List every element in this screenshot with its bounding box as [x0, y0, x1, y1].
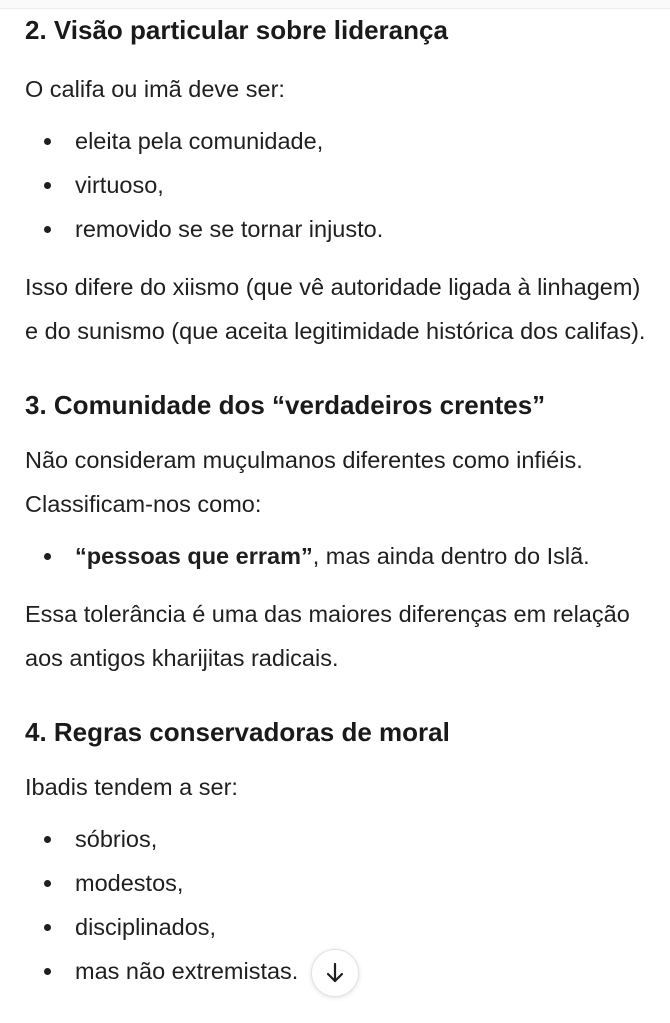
section-heading-community: 3. Comunidade dos “verdadeiros crentes” [25, 390, 546, 420]
list-item-text: , mas ainda dentro do Islã. [312, 543, 590, 569]
list-item: modestos, [25, 861, 655, 905]
list-item: eleita pela comunidade, [25, 119, 655, 163]
list-item [25, 534, 655, 578]
list-item: removido se se tornar injusto. [25, 207, 655, 251]
emphasis-text: “pessoas que erram” [75, 543, 313, 569]
section-intro: Não consideram muçulmanos diferentes como infiéis. Classificam-nos como: [25, 447, 583, 517]
section-intro: Ibadis tendem a ser: [25, 774, 238, 800]
section-intro: O califa ou imã deve ser: [25, 76, 285, 102]
bullet-list [25, 119, 655, 251]
list-item: virtuoso, [25, 163, 655, 207]
section-paragraph: Isso difere do xiismo (que vê autoridade ligada à linhagem) e do sunismo (que aceita legitimidade histórica dos califas). [25, 274, 646, 344]
section-heading-leadership: 2. Visão particular sobre liderança [25, 15, 448, 45]
bullet-list [25, 534, 655, 578]
section-paragraph: Essa tolerância é uma das maiores diferenças em relação aos antigos kharijitas radicais. [25, 601, 630, 671]
section-heading-morals: 4. Regras conservadoras de moral [25, 717, 450, 747]
message-content [25, 12, 655, 993]
scroll-to-bottom-button[interactable] [311, 949, 359, 997]
top-divider [0, 0, 670, 9]
arrow-down-icon [325, 962, 345, 984]
list-item: mas não extremistas. [25, 949, 655, 993]
list-item: disciplinados, [25, 905, 655, 949]
list-item: sóbrios, [25, 817, 655, 861]
